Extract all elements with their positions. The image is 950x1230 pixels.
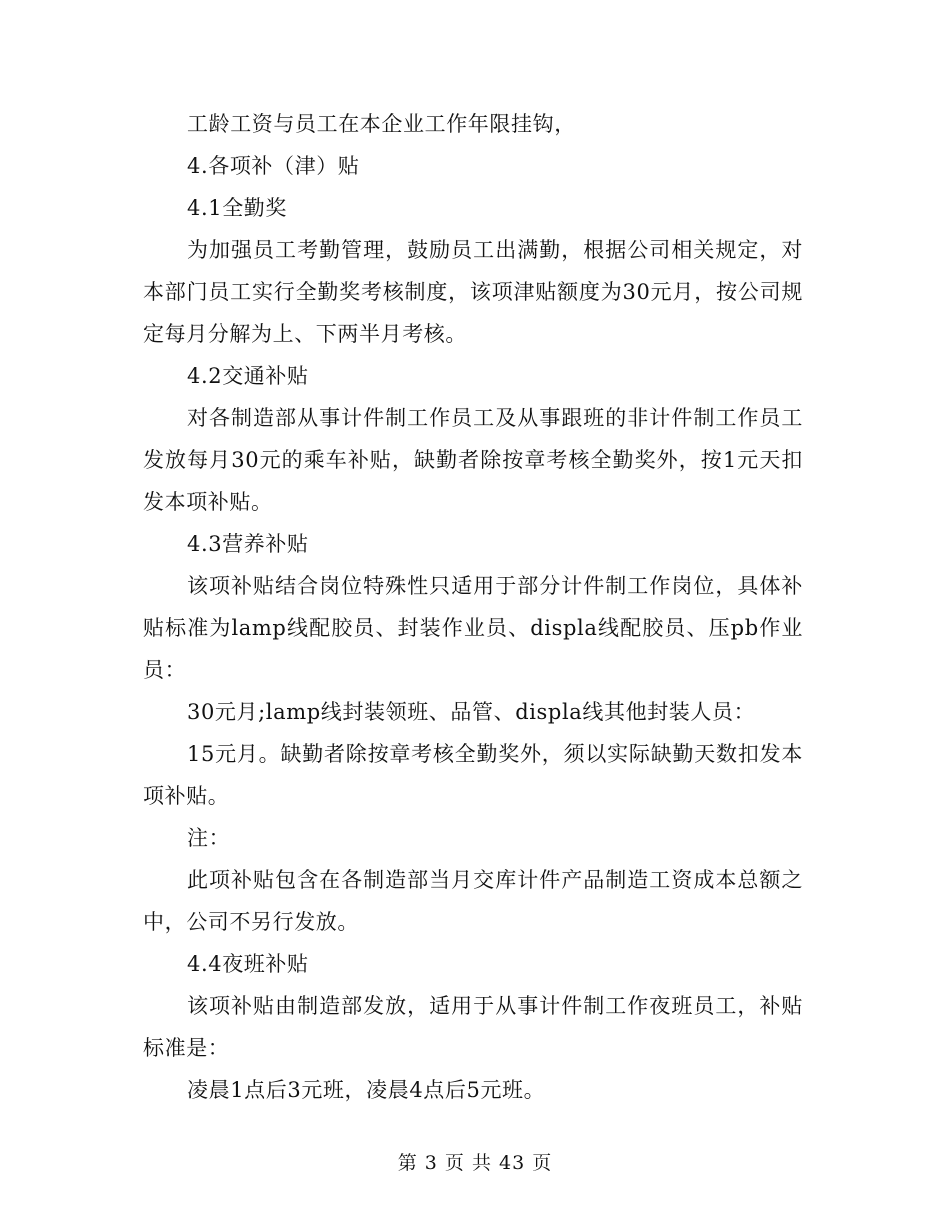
paragraph-transport-allowance: 对各制造部从事计件制工作员工及从事跟班的非计件制工作员工发放每月30元的乘车补贴，缺勤者除按章考核全勤奖外，按1元天扣发本项补贴。	[143, 406, 803, 514]
heading-transport-allowance: 4.2交通补贴	[187, 364, 309, 388]
paragraph-nutrition-allowance: 该项补贴结合岗位特殊性只适用于部分计件制工作岗位，具体补贴标准为lamp线配胶员、封装作业员、displa线配胶员、压pb作业员：	[143, 574, 803, 682]
document-body	[143, 103, 803, 1111]
paragraph-nutrition-rate-30: 30元月;lamp线封装领班、品管、displa线其他封装人员：	[187, 700, 756, 724]
paragraph-attendance-bonus: 为加强员工考勤管理，鼓励员工出满勤，根据公司相关规定，对本部门员工实行全勤奖考核制度，该项津贴额度为30元月，按公司规定每月分解为上、下两半月考核。	[143, 238, 803, 346]
paragraph-night-shift-rates: 凌晨1点后3元班，凌晨4点后5元班。	[187, 1078, 546, 1102]
heading-nutrition-allowance: 4.3营养补贴	[187, 532, 309, 556]
heading-allowances: 4.各项补（津）贴	[187, 154, 360, 178]
paragraph-nutrition-rate-15: 15元月。缺勤者除按章考核全勤奖外，须以实际缺勤天数扣发本项补贴。	[143, 742, 803, 808]
heading-night-shift-allowance: 4.4夜班补贴	[187, 952, 309, 976]
note-label: 注：	[187, 826, 231, 850]
page-number-footer: 第 3 页 共 43 页	[397, 1152, 553, 1174]
paragraph-note: 此项补贴包含在各制造部当月交库计件产品制造工资成本总额之中，公司不另行发放。	[143, 868, 803, 934]
paragraph-seniority-wage: 工龄工资与员工在本企业工作年限挂钩，	[187, 112, 576, 136]
paragraph-night-shift-allowance: 该项补贴由制造部发放，适用于从事计件制工作夜班员工，补贴标准是：	[143, 994, 803, 1060]
heading-attendance-bonus: 4.1全勤奖	[187, 196, 287, 220]
